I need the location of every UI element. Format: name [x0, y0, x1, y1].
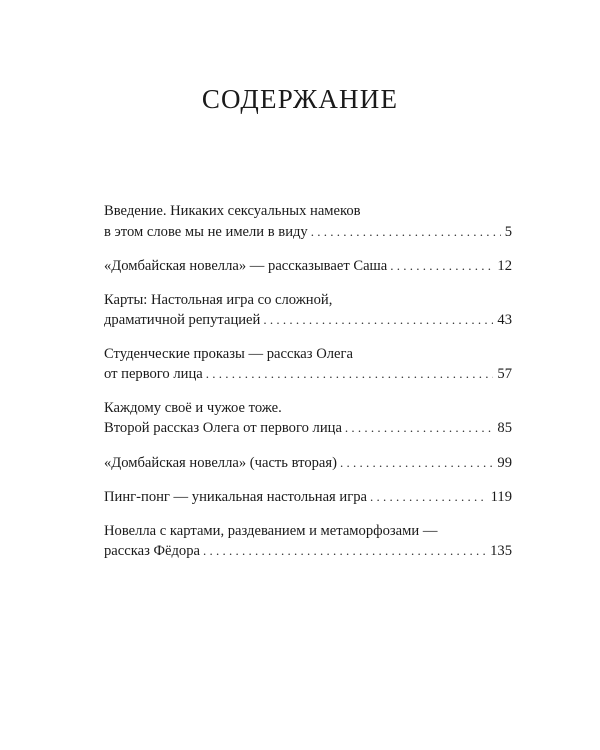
page-number: 57	[497, 366, 512, 382]
page-number: 5	[504, 223, 512, 240]
dot-leader	[311, 222, 501, 242]
dot-leader	[370, 487, 487, 507]
toc-entry	[104, 453, 512, 474]
toc-entry-title-line: Карты: Настольная игра со сложной,	[104, 291, 333, 308]
toc-entry-last-line	[104, 453, 512, 474]
toc-entry-title-line: Каждому своё и чужое тоже.	[104, 399, 282, 416]
dot-leader	[206, 364, 494, 384]
dot-leader	[340, 453, 493, 473]
toc-entry	[104, 202, 512, 242]
page-number: 43	[497, 312, 512, 328]
dot-leader	[203, 541, 486, 561]
page-number: 12	[497, 258, 512, 274]
dot-leader	[263, 310, 493, 330]
toc-entry	[104, 522, 512, 562]
toc-entry-last-line	[104, 418, 512, 439]
toc-entry-title-line: Новелла с картами, раздеванием и метаморфозами —	[104, 522, 438, 539]
toc-entry-title-line: «Домбайская новелла» — рассказывает Саша	[104, 258, 388, 274]
toc-entry-title-line: Пинг-понг — уникальная настольная игра	[104, 489, 367, 505]
toc-entry-title-line: Студенческие проказы — рассказ Олега	[104, 345, 353, 362]
toc-entry-title-line: драматичной репутацией	[104, 312, 261, 328]
page-number: 135	[490, 543, 512, 559]
toc-entry-last-line	[104, 541, 512, 562]
toc-entry	[104, 256, 512, 277]
dot-leader	[345, 418, 493, 438]
toc-entry-title-line: Введение. Никаких сексуальных намеков	[104, 203, 361, 219]
toc-entry-last-line	[104, 222, 512, 243]
toc-entry	[104, 291, 512, 331]
toc-entry-title-line: рассказ Фёдора	[104, 543, 200, 559]
toc-entry-last-line	[104, 310, 512, 331]
toc-entry-title-line: Второй рассказ Олега от первого лица	[104, 420, 342, 436]
toc-entry-title-line: «Домбайская новелла» (часть вторая)	[104, 454, 337, 471]
toc-entry-title-line: от первого лица	[104, 366, 203, 382]
page-number: 85	[497, 420, 512, 436]
page-number: 119	[490, 489, 512, 505]
dot-leader	[390, 256, 493, 276]
toc-entry-last-line	[104, 487, 512, 508]
toc-entry	[104, 345, 512, 385]
toc-entry	[104, 487, 512, 508]
toc-entry-title-line: в этом слове мы не имели в виду	[104, 223, 308, 240]
toc-entry	[104, 399, 512, 439]
table-of-contents	[104, 202, 512, 576]
toc-entry-last-line	[104, 364, 512, 385]
toc-entry-last-line	[104, 256, 512, 277]
page-number: 99	[497, 454, 512, 471]
page-title: СОДЕРЖАНИЕ	[201, 84, 399, 114]
